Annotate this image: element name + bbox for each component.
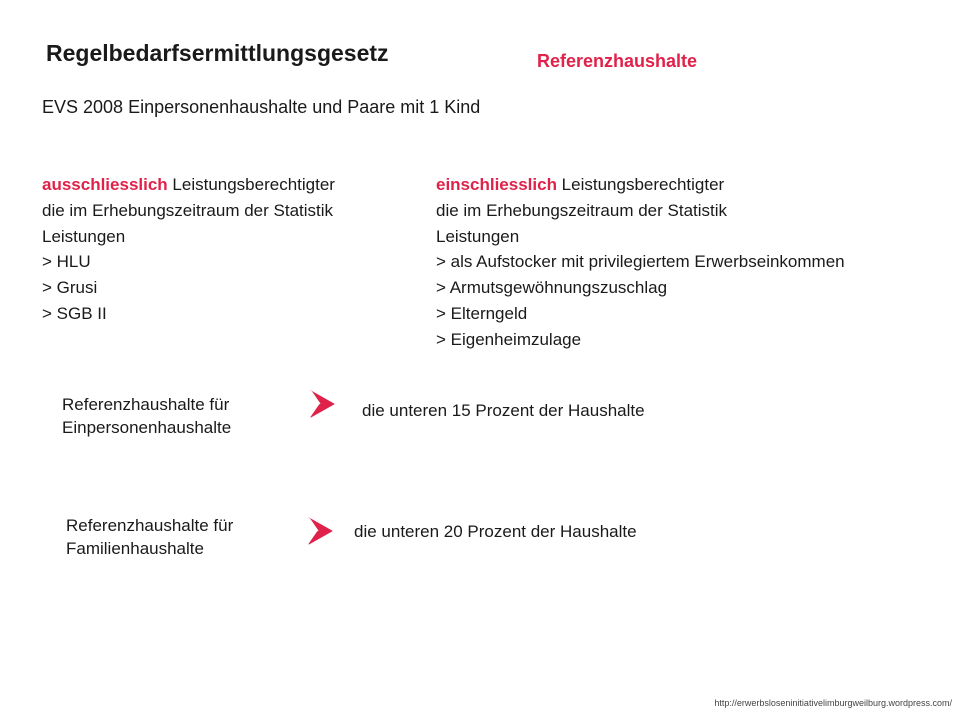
left-keyword: ausschliesslich	[42, 175, 168, 194]
reference-single-label	[62, 393, 231, 439]
right-line-3: > als Aufstocker mit privilegiertem Erwerbseinkommen	[436, 252, 845, 272]
red-arrowhead-icon	[308, 389, 336, 419]
reference-family-label-line2: Familienhaushalte	[66, 539, 204, 558]
right-line-4: > Armutsgewöhnungszuschlag	[436, 278, 668, 298]
right-keyword: einschliesslich	[436, 175, 557, 194]
reference-single-label-line1: Referenzhaushalte für	[62, 395, 230, 414]
section-subtitle: Referenzhaushalte	[537, 51, 698, 71]
reference-family-label	[66, 514, 233, 560]
evs-description: EVS 2008 Einpersonenhaushalte und Paare mit 1 Kind	[42, 97, 481, 117]
left-line-1: die im Erhebungszeitraum der Statistik	[42, 200, 334, 220]
reference-single-label-line2: Einpersonenhaushalte	[62, 418, 232, 437]
left-column	[42, 172, 335, 327]
right-column-heading	[436, 172, 845, 198]
left-line-2: Leistungen	[42, 226, 126, 246]
left-column-heading	[42, 172, 335, 198]
reference-single-result: die unteren 15 Prozent der Haushalte	[362, 401, 645, 420]
right-line-5: > Elterngeld	[436, 303, 528, 323]
reference-family-result: die unteren 20 Prozent der Haushalte	[354, 522, 637, 541]
left-line-4: > Grusi	[42, 278, 98, 298]
right-heading-rest: Leistungsberechtigter	[556, 175, 725, 194]
red-arrowhead-icon	[306, 516, 334, 546]
left-heading-rest: Leistungsberechtigter	[167, 175, 335, 194]
right-line-6: > Eigenheimzulage	[436, 329, 582, 349]
right-line-2: Leistungen	[436, 226, 520, 246]
page-title: Regelbedarfsermittlungsgesetz	[46, 40, 389, 66]
left-line-5: > SGB II	[42, 303, 107, 323]
reference-family-label-line1: Referenzhaushalte für	[66, 516, 234, 535]
left-line-3: > HLU	[42, 252, 91, 272]
right-line-1: die im Erhebungszeitraum der Statistik	[436, 200, 728, 220]
footer-url: http://erwerbsloseninitiativelimburgweilburg.wordpress.com/	[714, 698, 952, 708]
right-column	[436, 172, 845, 353]
